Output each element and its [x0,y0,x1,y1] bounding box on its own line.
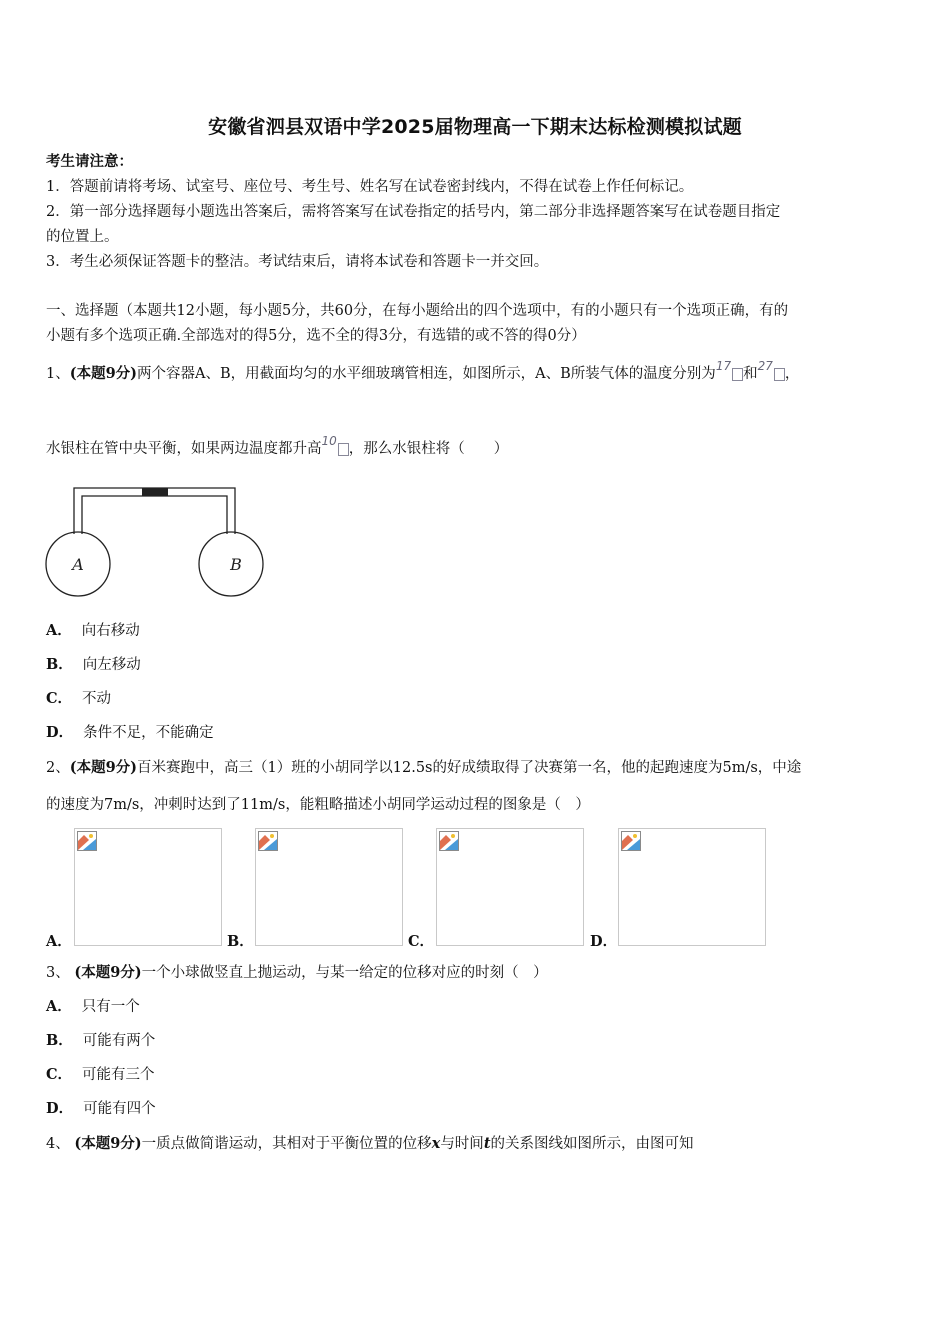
question-score: (本题9分) [69,759,138,776]
question-text: 两个容器A、B，用截面均匀的水平细玻璃管相连，如图所示，A、B所装气体的温度分别为 [137,366,716,382]
container-b-label: B [230,555,242,574]
question-text: 与时间 [440,1136,484,1152]
question-score: (本题9分) [69,365,138,382]
option-text: 只有一个 [81,999,140,1015]
question-number: 2、 [46,760,70,776]
section-heading: 一、选择题（本题共12小题，每小题5分，共60分，在每小题给出的四个选项中，有的小题只有一个选项正确，有的 [46,303,789,319]
question-text-end: ，那么水银柱将（ ） [348,441,509,457]
option-d [46,1099,156,1119]
notice-item: 2．第一部分选择题每小题选出答案后，需将答案写在试卷指定的括号内，第二部分非选择题答案写在试卷题目指定 [46,204,781,220]
broken-image-icon [439,831,459,851]
option-text: 可能有三个 [82,1067,155,1083]
question-text: 一个小球做竖直上抛运动，与某一给定的位移对应的时刻（ ） [141,965,548,981]
choice-d-label: D． [590,933,618,950]
notice-item: 的位置上。 [46,229,119,245]
variable-x: x [431,1135,441,1152]
choice-c-image [436,828,584,946]
option-key: D． [46,724,74,741]
option-key: D． [46,1100,74,1117]
question-text-comma: ， [784,366,800,382]
temperature-b: 27 [757,359,773,373]
option-b [46,655,141,675]
question-4-line [46,1134,908,1154]
question-2-line-1 [46,758,908,778]
question-number: 1、 [46,366,70,382]
question-score: (本题9分) [74,964,142,981]
option-a [46,997,140,1017]
choice-b-label: B． [227,933,254,950]
option-text: 条件不足，不能确定 [83,725,214,741]
option-b [46,1031,155,1051]
option-text: 向左移动 [82,657,141,673]
notice-heading: 考生请注意： [46,153,133,170]
option-key: B． [46,1032,73,1049]
option-d [46,723,214,743]
question-number: 3、 [46,965,70,981]
unit-placeholder-icon [338,443,349,456]
variable-t: t [483,1135,491,1152]
temperature-a: 17 [715,359,732,373]
option-key: B． [46,656,73,673]
container-a-label: A [72,555,84,574]
option-key: C． [46,1066,73,1083]
broken-image-icon [77,831,97,851]
option-key: C． [46,690,73,707]
temperature-rise: 10 [321,434,337,448]
page-title: 安徽省泗县双语中学2025届物理高一下期末达标检测模拟试题 [208,116,742,138]
choice-d-image [618,828,766,946]
option-key: A． [46,622,72,639]
question-1-line-1 [46,359,908,384]
section-heading-cont: 小题有多个选项正确.全部选对的得5分，选不全的得3分，有选错的或不答的得0分） [46,328,586,344]
question-2-line-2: 的速度为7m/s，冲刺时达到了11m/s，能粗略描述小胡同学运动过程的图象是（ ） [46,797,590,813]
option-key: A． [46,998,72,1015]
question-text: 百米赛跑中，高三（1）班的小胡同学以12.5s的好成绩取得了决赛第一名，他的起跑速度为5m/s，中途 [137,760,802,776]
broken-image-icon [621,831,641,851]
option-text: 可能有四个 [83,1101,156,1117]
choice-a-label: A． [46,933,72,950]
unit-placeholder-icon [732,368,743,381]
option-text: 可能有两个 [82,1033,156,1049]
broken-image-icon [258,831,278,851]
option-a [46,621,140,641]
choice-b-image [255,828,403,946]
option-c [46,689,111,709]
option-c [46,1065,155,1085]
choice-a-image [74,828,222,946]
choice-c-label: C． [408,933,435,950]
two-container-figure [44,484,266,602]
option-text: 向右移动 [81,623,140,639]
question-text-and: 和 [743,366,758,382]
question-1-line-2 [46,434,908,459]
unit-placeholder-icon [774,368,785,381]
mercury-column [142,488,168,496]
question-text: 一质点做简谐运动，其相对于平衡位置的位移 [141,1136,432,1152]
question-3-line [46,963,908,983]
option-text: 不动 [82,691,112,707]
question-score: (本题9分) [74,1135,142,1152]
question-number: 4、 [46,1136,70,1152]
notice-item: 3．考生必须保证答题卡的整洁。考试结束后，请将本试卷和答题卡一并交回。 [46,254,549,270]
question-text: 水银柱在管中央平衡，如果两边温度都升高 [46,441,322,457]
notice-item: 1．答题前请将考场、试室号、座位号、考生号、姓名写在试卷密封线内，不得在试卷上作任何标记。 [46,179,694,195]
question-text: 的关系图线如图所示，由图可知 [490,1136,694,1152]
